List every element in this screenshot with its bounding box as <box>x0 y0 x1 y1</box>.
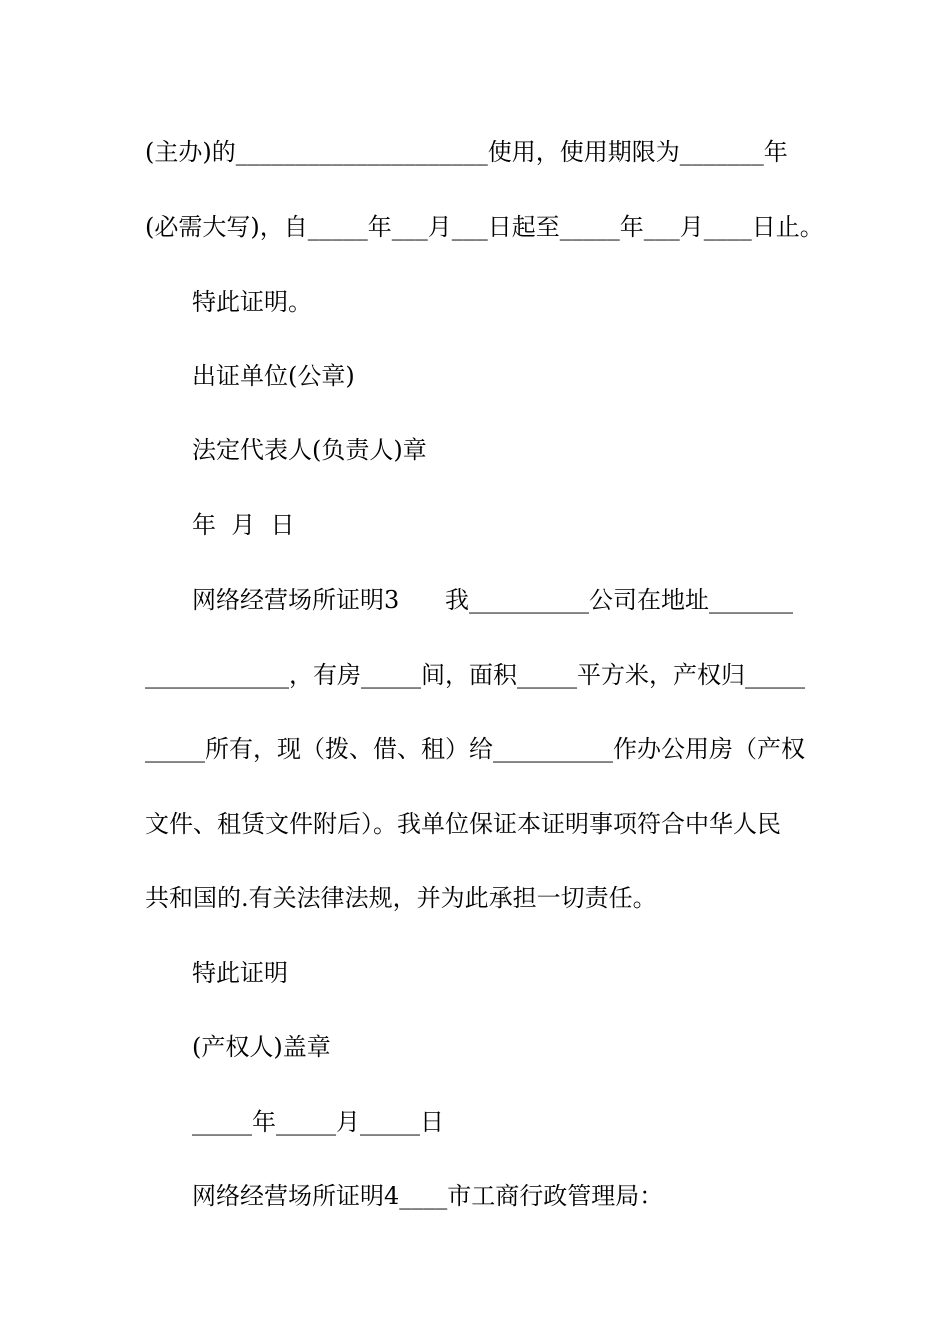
paragraph-line: 共和国的.有关法律法规，并为此承担一切责任。 <box>145 884 657 912</box>
paragraph-line: 特此证明 <box>192 959 288 987</box>
date-line: _____年_____月_____日 <box>192 1108 444 1136</box>
paragraph-line: _____所有，现（拨、借、租）给__________作办公用房（产权 <box>145 735 805 763</box>
section-heading-line: 网络经营场所证明4____市工商行政管理局： <box>192 1182 664 1210</box>
paragraph-line: ____________，有房_____间，面积_____平方米，产权归_____ <box>145 661 805 689</box>
paragraph-line: 特此证明。 <box>192 288 312 316</box>
paragraph-line: (主办)的_____________________使用，使用期限为_______年 <box>145 138 788 166</box>
paragraph-line: 出证单位(公章) <box>192 362 355 390</box>
date-line: 年 月 日 <box>192 511 295 539</box>
section-heading-line: 网络经营场所证明3 我__________公司在地址_______ <box>192 586 794 614</box>
paragraph-line: (产权人)盖章 <box>192 1033 331 1061</box>
paragraph-line: (必需大写)，自_____年___月___日起至_____年___月____日止。 <box>145 213 824 241</box>
paragraph-line: 文件、租赁文件附后）。我单位保证本证明事项符合中华人民 <box>145 810 781 838</box>
paragraph-line: 法定代表人(负责人)章 <box>192 436 427 464</box>
